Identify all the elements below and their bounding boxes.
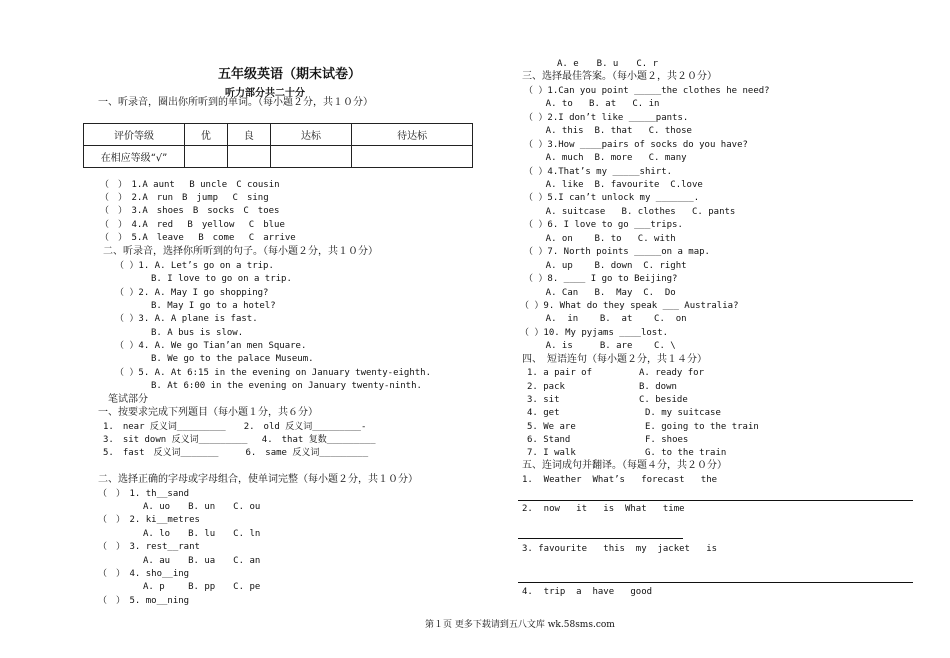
list-item: （ ） 2.A run B jump C sing bbox=[100, 193, 269, 203]
match-right: B. down bbox=[639, 382, 677, 392]
list-item: （ ）10. My pyjams ____lost. bbox=[520, 328, 669, 338]
list-item: （ ）3.How ____pairs of socks do you have? bbox=[524, 140, 748, 150]
list-item: 2. now it is What time bbox=[522, 504, 685, 514]
list-item: （ ）9. What do they speak ___ Australia? bbox=[520, 301, 739, 311]
list-item: （ ）8. ____ I go to Beijing? bbox=[524, 274, 678, 284]
answer-line bbox=[518, 500, 913, 501]
page-title: 五年级英语（期末试卷） bbox=[218, 67, 362, 82]
list-item: A. p B. pp C. pe bbox=[98, 582, 261, 592]
list-item: （ ）1.Can you point _____the clothes he need? bbox=[524, 86, 770, 96]
list-item: B. May I go to a hotel? bbox=[115, 301, 276, 311]
list-item: （ ）1. A. Let’s go on a trip. bbox=[115, 261, 274, 271]
match-right: D. my suitcase bbox=[645, 408, 721, 418]
list-item: （ ） 1.A aunt B uncle C cousin bbox=[100, 180, 280, 190]
list-item: A. e B. u C. r bbox=[557, 59, 659, 69]
list-item: （ ）5. A. At 6:15 in the evening on January twenty-eighth. bbox=[115, 368, 432, 378]
match-right: A. ready for bbox=[639, 368, 705, 378]
list-item: A. to B. at C. in bbox=[524, 99, 660, 109]
match-right: G. to the train bbox=[645, 448, 727, 458]
match-left: 2. pack bbox=[527, 382, 565, 392]
list-item: （ ）2. A. May I go shopping? bbox=[115, 288, 269, 298]
written-section-3-heading: 三、选择最佳答案。（每小题２，共２０分） bbox=[522, 71, 717, 82]
list-item: A. au B. ua C. an bbox=[98, 556, 261, 566]
list-item: （ ）3. A. A plane is fast. bbox=[115, 314, 258, 324]
written-section-1-heading: 一、按要求完成下列题目（每小题１分，共６分） bbox=[98, 407, 318, 418]
list-item: （ ）7. North points _____on a map. bbox=[524, 247, 710, 257]
match-left: 5. We are bbox=[527, 422, 576, 432]
list-item: A. is B. are C. \ bbox=[524, 341, 676, 351]
match-left: 4. get bbox=[527, 408, 560, 418]
list-item: B. A bus is slow. bbox=[115, 328, 244, 338]
listening-section-2-heading: 二、听录音，选择你所听到的句子。（每小题２分，共１０分） bbox=[103, 246, 378, 257]
list-item: （ ） 3. rest__rant bbox=[98, 542, 200, 552]
list-item: B. We go to the palace Museum. bbox=[115, 354, 314, 364]
list-item: A. much B. more C. many bbox=[524, 153, 687, 163]
list-item: （ ） 4.A red B yellow C blue bbox=[100, 220, 285, 230]
list-item: B. I love to go on a trip. bbox=[115, 274, 292, 284]
list-item: （ ）4. A. We go Tian’an men Square. bbox=[115, 341, 307, 351]
match-left: 1. a pair of bbox=[527, 368, 593, 378]
evaluation-table bbox=[83, 123, 473, 168]
eval-empty-cell[interactable] bbox=[227, 146, 270, 168]
match-left: 7. I walk bbox=[527, 448, 576, 458]
list-item: （ ）4.That’s my _____shirt. bbox=[524, 167, 673, 177]
match-left: 6. Stand bbox=[527, 435, 571, 445]
list-item: A. Can B. May C. Do bbox=[524, 288, 676, 298]
list-item: 5. fast 反义词_______ 6. same 反义词_________ bbox=[103, 448, 369, 458]
list-item: 1. Weather What’s forecast the bbox=[522, 475, 718, 485]
list-item: 4. trip a have good bbox=[522, 587, 653, 597]
eval-empty-cell[interactable] bbox=[185, 146, 228, 168]
eval-header-cell: 评价等级 bbox=[84, 124, 185, 146]
match-right: C. beside bbox=[639, 395, 688, 405]
eval-header-cell: 优 bbox=[185, 124, 228, 146]
listening-section-1-heading: 一、听录音，圈出你所听到的单词。（每小题２分，共１０分） bbox=[98, 97, 373, 108]
listening-header: 听力部分共二十分 bbox=[225, 88, 305, 99]
eval-empty-cell[interactable] bbox=[352, 146, 473, 168]
list-item: （ ） 5. mo__ning bbox=[98, 596, 190, 606]
eval-empty-cell[interactable] bbox=[270, 146, 352, 168]
eval-row-label: 在相应等级“√” bbox=[84, 146, 185, 168]
page-footer: 第１页 更多下载请到五八文库 wk.58sms.com bbox=[425, 620, 615, 630]
written-section-5-heading: 五、连词成句并翻译。（每题４分，共２０分） bbox=[522, 460, 727, 471]
eval-header-cell: 达标 bbox=[270, 124, 352, 146]
list-item: A. this B. that C. those bbox=[524, 126, 692, 136]
answer-line bbox=[518, 538, 683, 539]
list-item: （ ） 2. ki__metres bbox=[98, 515, 200, 525]
match-left: 3. sit bbox=[527, 395, 560, 405]
match-right: E. going to the train bbox=[645, 422, 759, 432]
list-item: A. like B. favourite C.love bbox=[524, 180, 703, 190]
list-item: A. in B. at C. on bbox=[524, 314, 687, 324]
match-right: F. shoes bbox=[645, 435, 689, 445]
written-header: 笔试部分 bbox=[108, 394, 148, 405]
list-item: A. lo B. lu C. ln bbox=[98, 529, 261, 539]
list-item: 1. near 反义词_________ 2. old 反义词_________- bbox=[103, 422, 367, 432]
list-item: B. At 6:00 in the evening on January twenty-ninth. bbox=[115, 381, 422, 391]
list-item: （ ）6. I love to go ___trips. bbox=[524, 220, 683, 230]
eval-header-cell: 待达标 bbox=[352, 124, 473, 146]
list-item: （ ） 1. th__sand bbox=[98, 489, 190, 499]
list-item: （ ）2.I don’t like _____pants. bbox=[524, 113, 689, 123]
list-item: 3. favourite this my jacket is bbox=[522, 544, 718, 554]
list-item: A. up B. down C. right bbox=[524, 261, 687, 271]
list-item: A. suitcase B. clothes C. pants bbox=[524, 207, 736, 217]
written-section-2-heading: 二、选择正确的字母或字母组合，使单词完整（每小题２分，共１０分） bbox=[98, 474, 418, 485]
eval-header-cell: 良 bbox=[227, 124, 270, 146]
list-item: A. on B. to C. with bbox=[524, 234, 676, 244]
list-item: （ ）5.I can’t unlock my _______. bbox=[524, 193, 700, 203]
list-item: （ ） 3.A shoes B socks C toes bbox=[100, 206, 280, 216]
list-item: （ ） 5.A leave B come C arrive bbox=[100, 233, 296, 243]
written-section-4-heading: 四、 短语连句（每小题２分，共１４分） bbox=[522, 354, 707, 365]
list-item: A. uo B. un C. ou bbox=[98, 502, 261, 512]
answer-line bbox=[518, 582, 913, 583]
list-item: （ ） 4. sho__ing bbox=[98, 569, 190, 579]
list-item: 3. sit down 反义词_________ 4. that 复数_________ bbox=[103, 435, 376, 445]
